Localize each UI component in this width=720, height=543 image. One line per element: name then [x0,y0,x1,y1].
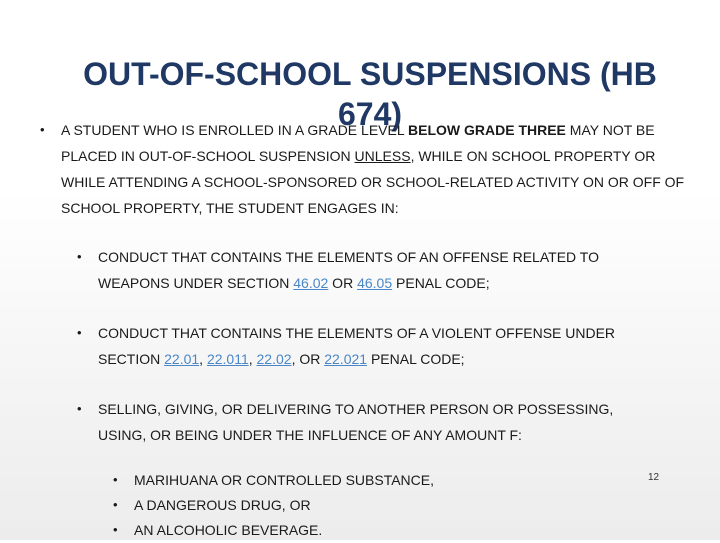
link-section-46-02[interactable]: 46.02 [293,275,329,291]
page-number: 12 [648,472,660,483]
bullet-dot: • [113,522,118,537]
list-item-text: MARIHUANA OR CONTROLLED SUBSTANCE, [134,472,435,488]
main-bullet-underlined: UNLESS [354,148,411,164]
sub-bullet-text: , OR [291,351,325,367]
list-item-marihuana [113,467,554,493]
list-item-dangerous-drug [113,492,554,518]
sub-bullet-text: PENAL CODE; [367,351,465,367]
main-bullet-bold: BELOW GRADE THREE [408,122,566,138]
sub-bullet-weapons [77,244,658,296]
bullet-dot: • [77,249,82,264]
list-item-text: AN ALCOHOLIC BEVERAGE. [134,522,323,538]
main-bullet-text: MAY NOT BE PLACED IN OUT-OF-SCHOOL SUSPENSION [61,122,655,164]
main-bullet-text: , WHILE ON SCHOOL PROPERTY OR WHILE ATTENDING A SCHOOL-SPONSORED OR SCHOOL-RELATED ACTIVITY ON OR OFF OF SCHOOL PROPERTY, THE STUDENT ENGAGES IN: [61,148,685,216]
list-item-alcoholic-beverage [113,517,554,543]
link-section-22-02[interactable]: 22.02 [256,351,292,367]
sub-bullet-text: CONDUCT THAT CONTAINS THE ELEMENTS OF A VIOLENT OFFENSE UNDER SECTION [98,325,616,367]
bullet-dot: • [113,497,118,512]
sub-bullet-violent-offense [77,320,658,372]
sub-bullet-text: , [199,351,207,367]
main-bullet-text: A STUDENT WHO IS ENROLLED IN A GRADE LEVEL [61,122,408,138]
link-section-46-05[interactable]: 46.05 [357,275,393,291]
bullet-dot: • [77,325,82,340]
sub-bullet-text: , [248,351,257,367]
link-section-22-01[interactable]: 22.01 [164,351,200,367]
sub-bullet-text: PENAL CODE; [392,275,490,291]
slide-title: OUT-OF-SCHOOL SUSPENSIONS (HB 674) [83,56,657,132]
link-section-22-011[interactable]: 22.011 [206,351,249,367]
sub-bullet-text: SELLING, GIVING, OR DELIVERING TO ANOTHER PERSON OR POSSESSING, USING, OR BEING UNDER THE INFLUENCE OF ANY AMOUNT F: [98,401,614,443]
list-item-text: A DANGEROUS DRUG, OR [134,497,311,513]
link-section-22-021[interactable]: 22.021 [324,351,368,367]
main-bullet [40,117,686,221]
bullet-dot: • [77,401,82,416]
sub-bullet-substances [77,396,658,448]
sub-bullet-text: CONDUCT THAT CONTAINS THE ELEMENTS OF AN OFFENSE RELATED TO WEAPONS UNDER SECTION [98,249,599,291]
bullet-dot: • [40,122,45,137]
sub-bullet-text: OR [328,275,358,291]
bullet-dot: • [113,472,118,487]
